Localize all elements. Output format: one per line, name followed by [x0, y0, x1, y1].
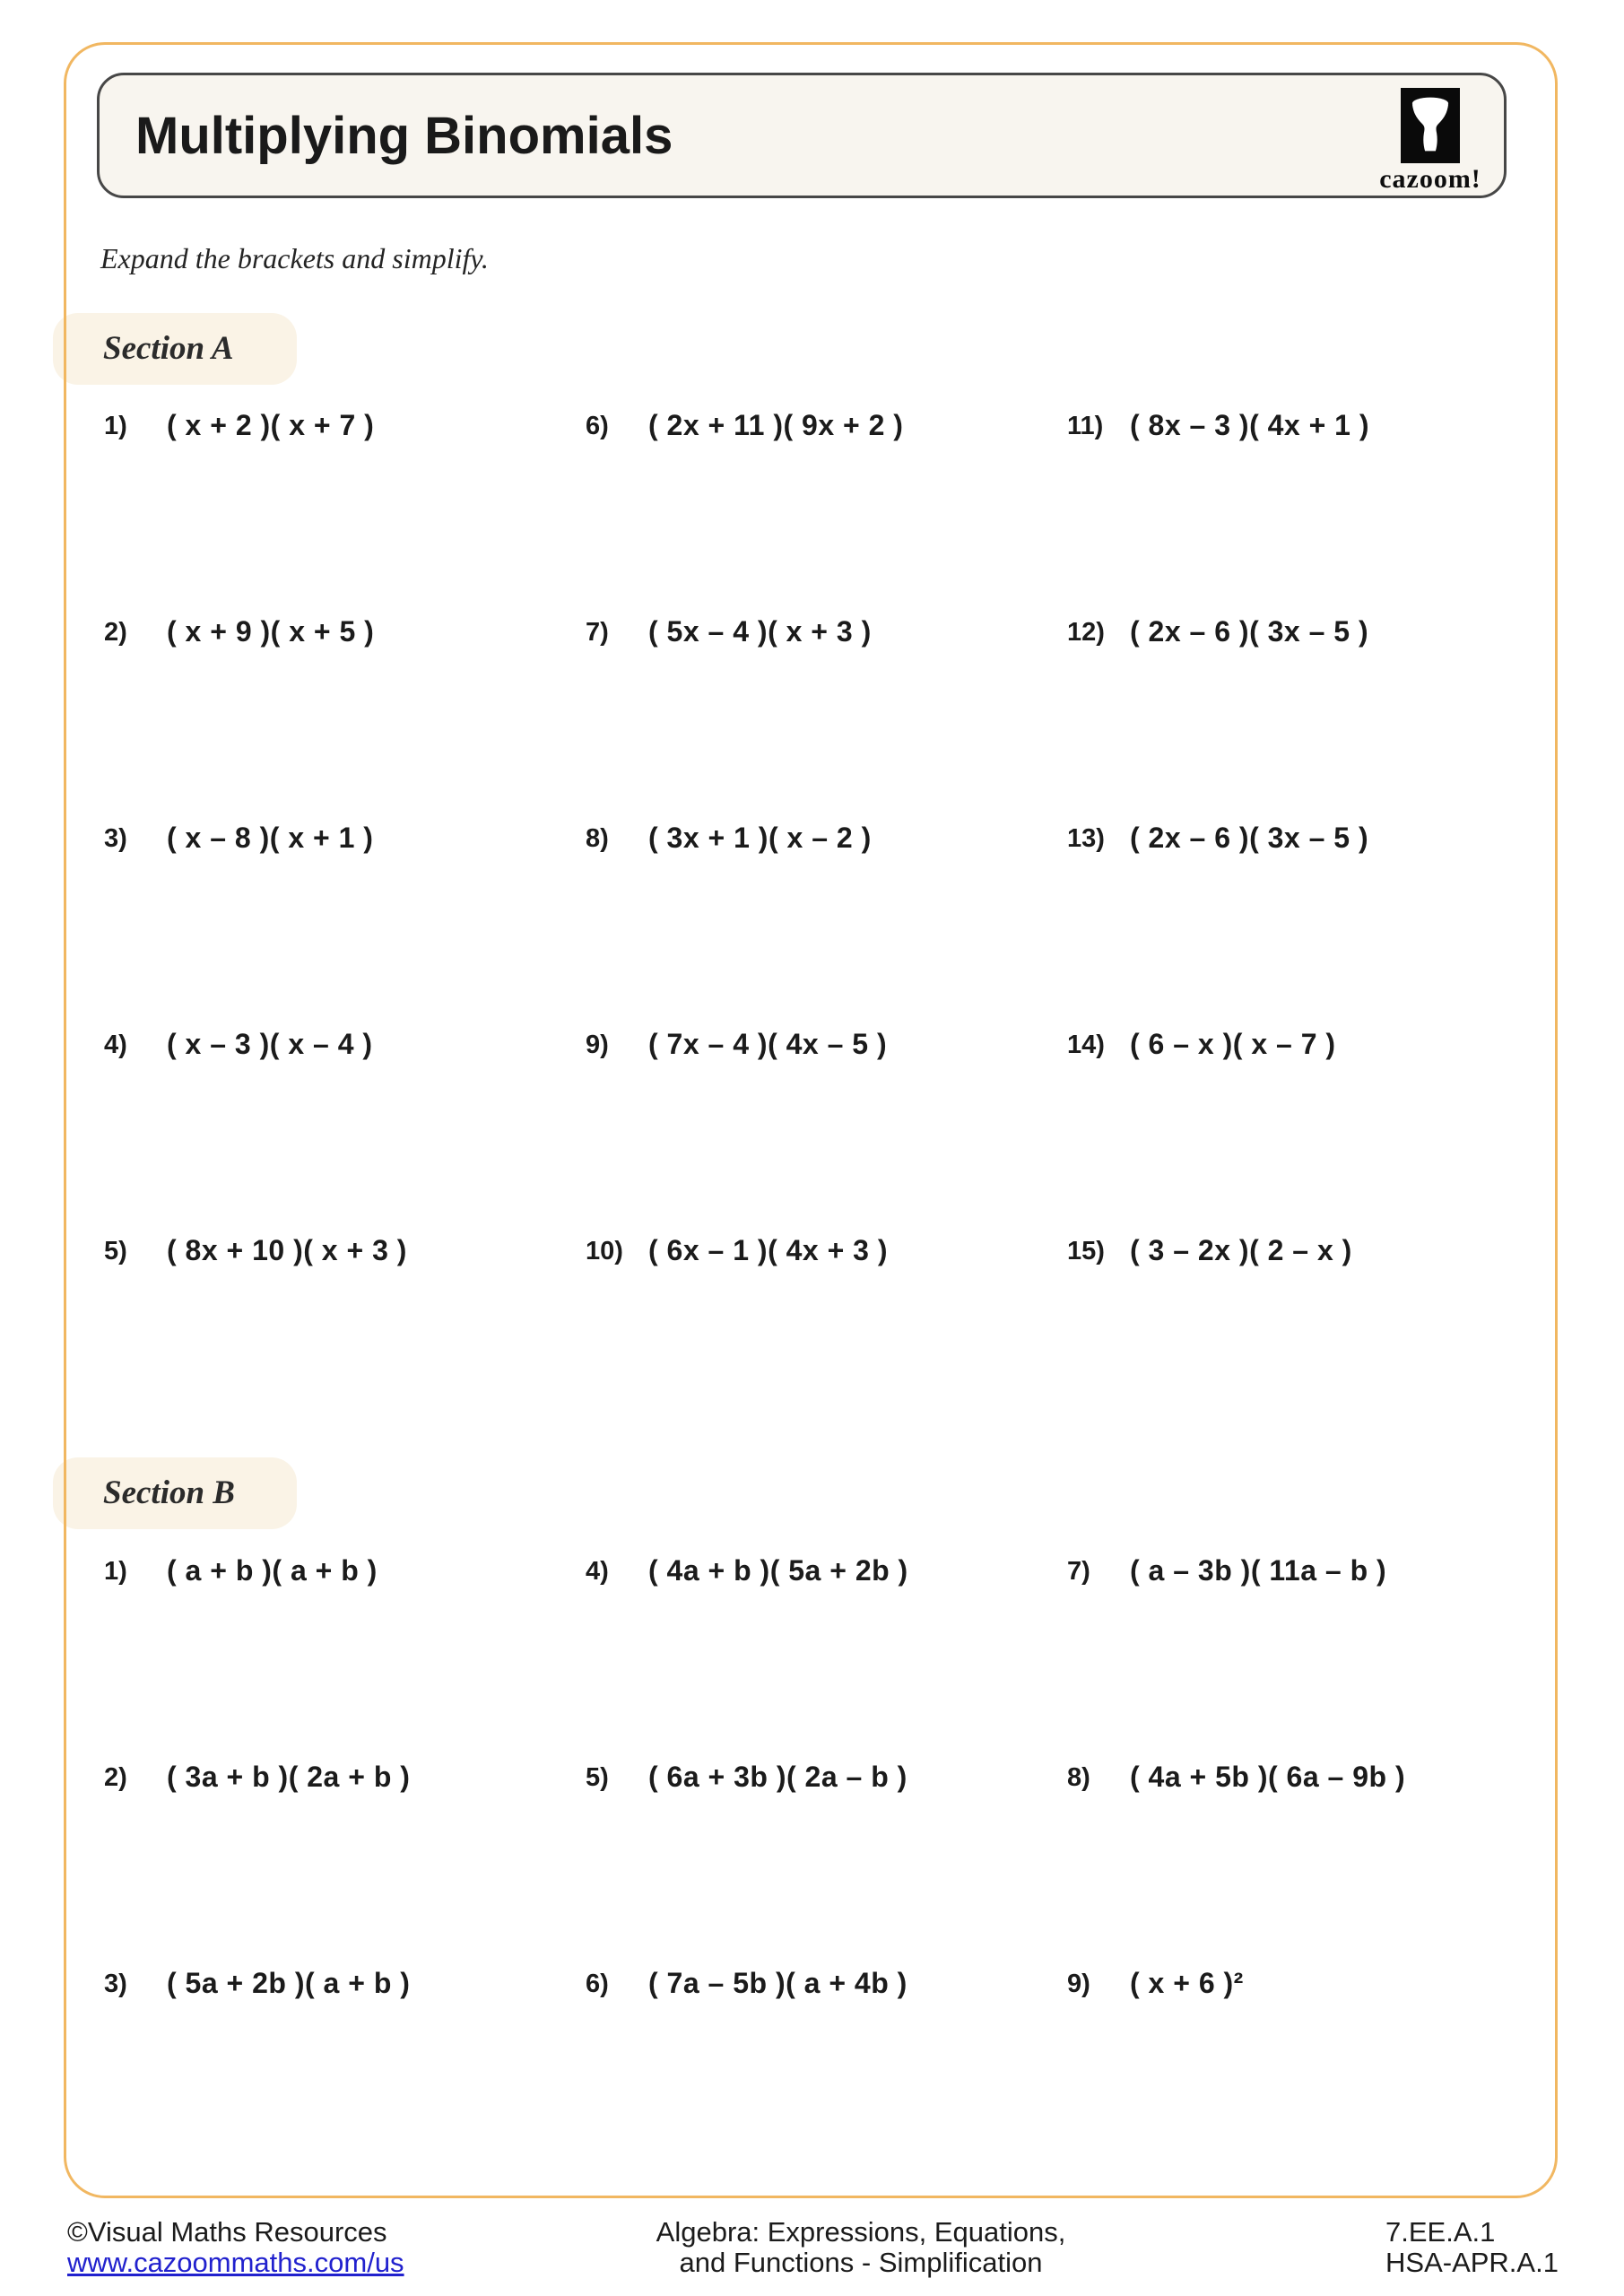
problem-item — [93, 615, 575, 822]
problem-item — [1056, 1761, 1538, 1967]
problem-number: 3) — [104, 824, 127, 853]
section-badge — [53, 313, 297, 385]
problem-item — [93, 1761, 575, 1967]
problem-number: 7) — [1067, 1557, 1090, 1586]
footer-category — [583, 2217, 1139, 2278]
problem-item — [1056, 409, 1538, 615]
problem-item — [93, 409, 575, 615]
problem-item — [575, 1234, 1056, 1440]
problem-number: 10) — [586, 1237, 623, 1265]
page-title: Multiplying Binomials — [135, 106, 673, 165]
problem-item — [575, 1554, 1056, 1761]
problem-expression: ( 5x – 4 )( x + 3 ) — [648, 615, 872, 648]
problem-expression: ( 6a + 3b )( 2a – b ) — [648, 1761, 908, 1793]
problem-number: 6) — [586, 1970, 609, 1998]
problem-expression: ( 2x – 6 )( 3x – 5 ) — [1130, 822, 1369, 854]
problem-item — [1056, 1028, 1538, 1234]
problem-expression: ( a + b )( a + b ) — [167, 1554, 378, 1587]
problem-expression: ( 4a + b )( 5a + 2b ) — [648, 1554, 908, 1587]
problem-number: 2) — [104, 1763, 127, 1792]
problem-expression: ( 2x – 6 )( 3x – 5 ) — [1130, 615, 1369, 648]
problem-number: 9) — [1067, 1970, 1090, 1998]
djembe-drum-icon — [1401, 88, 1460, 163]
category-line-2: and Functions - Simplification — [679, 2247, 1043, 2278]
problem-number: 7) — [586, 618, 609, 647]
problem-item — [575, 615, 1056, 822]
problem-number: 2) — [104, 618, 127, 647]
problem-number: 9) — [586, 1031, 609, 1059]
footer-standards — [1385, 2217, 1559, 2278]
problem-item — [93, 1234, 575, 1440]
cazoom-logo — [1369, 88, 1491, 195]
problem-item — [1056, 615, 1538, 822]
problem-expression: ( a – 3b )( 11a – b ) — [1130, 1554, 1387, 1587]
problem-number: 1) — [104, 1557, 127, 1586]
problem-number: 12) — [1067, 618, 1105, 647]
problem-number: 5) — [104, 1237, 127, 1265]
problem-expression: ( 7a – 5b )( a + 4b ) — [648, 1967, 908, 1999]
problem-expression: ( x + 2 )( x + 7 ) — [167, 409, 375, 441]
problem-grid — [93, 409, 1538, 1440]
problem-item — [93, 1028, 575, 1234]
logo-text: cazoom! — [1379, 164, 1481, 194]
problem-expression: ( x + 6 )² — [1130, 1967, 1244, 1999]
problem-number: 3) — [104, 1970, 127, 1998]
section-label: Section A — [103, 330, 234, 367]
problem-item — [93, 1967, 575, 2173]
footer-left — [67, 2217, 404, 2278]
problem-grid — [93, 1554, 1538, 2173]
problem-expression: ( 6x – 1 )( 4x + 3 ) — [648, 1234, 889, 1266]
problem-expression: ( 2x + 11 )( 9x + 2 ) — [648, 409, 904, 441]
website-link[interactable]: www.cazoommaths.com/us — [67, 2247, 404, 2278]
standard-code-2: HSA-APR.A.1 — [1385, 2247, 1559, 2278]
problem-expression: ( x + 9 )( x + 5 ) — [167, 615, 375, 648]
problem-item — [1056, 1967, 1538, 2173]
problem-expression: ( x – 3 )( x – 4 ) — [167, 1028, 373, 1060]
problem-item — [575, 1761, 1056, 1967]
problem-number: 11) — [1067, 412, 1104, 440]
problem-number: 1) — [104, 412, 127, 440]
problem-number: 15) — [1067, 1237, 1105, 1265]
problem-number: 6) — [586, 412, 609, 440]
problem-expression: ( 8x – 3 )( 4x + 1 ) — [1130, 409, 1370, 441]
problem-item — [575, 822, 1056, 1028]
problem-number: 14) — [1067, 1031, 1105, 1059]
problem-number: 8) — [1067, 1763, 1090, 1792]
section-label: Section B — [103, 1474, 235, 1511]
problem-expression: ( 5a + 2b )( a + b ) — [167, 1967, 411, 1999]
problem-item — [575, 409, 1056, 615]
problem-item — [1056, 1234, 1538, 1440]
problem-item — [93, 822, 575, 1028]
problem-expression: ( 4a + 5b )( 6a – 9b ) — [1130, 1761, 1406, 1793]
category-line-1: Algebra: Expressions, Equations, — [656, 2216, 1066, 2248]
problem-expression: ( 6 – x )( x – 7 ) — [1130, 1028, 1336, 1060]
problem-number: 8) — [586, 824, 609, 853]
standard-code-1: 7.EE.A.1 — [1385, 2216, 1496, 2248]
problem-expression: ( 3x + 1 )( x – 2 ) — [648, 822, 872, 854]
problem-number: 5) — [586, 1763, 609, 1792]
problem-number: 13) — [1067, 824, 1105, 853]
problem-expression: ( 7x – 4 )( 4x – 5 ) — [648, 1028, 888, 1060]
problem-item — [1056, 822, 1538, 1028]
problem-expression: ( 3 – 2x )( 2 – x ) — [1130, 1234, 1352, 1266]
problem-expression: ( x – 8 )( x + 1 ) — [167, 822, 374, 854]
section-badge — [53, 1457, 297, 1529]
copyright-text: ©Visual Maths Resources — [67, 2216, 387, 2248]
header — [97, 73, 1507, 198]
problem-expression: ( 8x + 10 )( x + 3 ) — [167, 1234, 407, 1266]
problem-item — [1056, 1554, 1538, 1761]
problem-item — [575, 1028, 1056, 1234]
instruction-text: Expand the brackets and simplify. — [100, 242, 489, 274]
problem-item — [575, 1967, 1056, 2173]
problem-number: 4) — [104, 1031, 127, 1059]
problem-expression: ( 3a + b )( 2a + b ) — [167, 1761, 411, 1793]
problem-number: 4) — [586, 1557, 609, 1586]
problem-item — [93, 1554, 575, 1761]
